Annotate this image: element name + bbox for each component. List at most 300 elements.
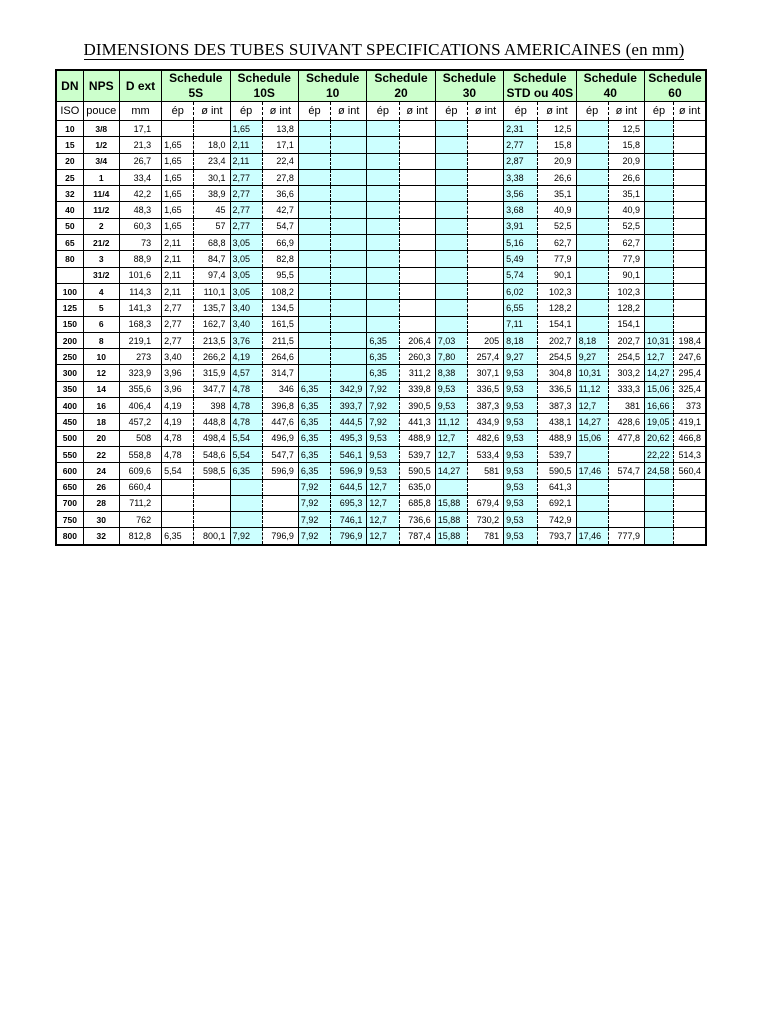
cell-ep-40	[576, 121, 608, 137]
cell-oint-20: 206,4	[399, 332, 435, 348]
cell-ep-10	[298, 251, 330, 267]
cell-ep-20	[367, 218, 399, 234]
cell-ep-20: 7,92	[367, 398, 399, 414]
cell-ep-std-40s: 9,53	[504, 365, 538, 381]
cell-ep-20	[367, 235, 399, 251]
cell-oint-60	[674, 512, 706, 528]
cell-dn: 600	[56, 463, 83, 479]
table-row	[56, 479, 706, 495]
cell-oint-std-40s: 20,9	[538, 153, 576, 169]
cell-ep-30	[435, 218, 467, 234]
cell-oint-10	[331, 316, 367, 332]
cell-ep-40	[576, 300, 608, 316]
cell-ep-30: 12,7	[435, 446, 467, 462]
cell-nps: 16	[83, 398, 119, 414]
cell-ep-60: 19,05	[644, 414, 673, 430]
cell-ep-20: 12,7	[367, 528, 399, 545]
cell-ep-60	[644, 153, 673, 169]
cell-dn: 100	[56, 283, 83, 299]
cell-oint-std-40s: 12,5	[538, 121, 576, 137]
cell-dext: 101,6	[119, 267, 161, 283]
cell-oint-40: 90,1	[608, 267, 644, 283]
table-row	[56, 446, 706, 462]
cell-ep-std-40s: 2,77	[504, 137, 538, 153]
cell-oint-std-40s: 742,9	[538, 512, 576, 528]
cell-nps: 6	[83, 316, 119, 332]
cell-oint-10	[331, 365, 367, 381]
cell-oint-std-40s: 128,2	[538, 300, 576, 316]
cell-oint-20: 311,2	[399, 365, 435, 381]
cell-ep-60: 22,22	[644, 446, 673, 462]
cell-oint-5s: 266,2	[194, 349, 230, 365]
table-row	[56, 430, 706, 446]
cell-oint-60	[674, 121, 706, 137]
cell-dn: 25	[56, 169, 83, 185]
cell-oint-std-40s: 590,5	[538, 463, 576, 479]
cell-dext: 48,3	[119, 202, 161, 218]
cell-oint-std-40s: 52,5	[538, 218, 576, 234]
cell-ep-std-40s: 2,31	[504, 121, 538, 137]
cell-oint-10s: 211,5	[262, 332, 298, 348]
cell-ep-10s: 3,05	[230, 283, 262, 299]
cell-ep-5s: 1,65	[162, 153, 194, 169]
cell-oint-60	[674, 316, 706, 332]
cell-ep-20: 6,35	[367, 365, 399, 381]
cell-ep-10s: 7,92	[230, 528, 262, 545]
cell-oint-5s: 213,5	[194, 332, 230, 348]
header-dn: DN	[56, 70, 83, 102]
cell-ep-40	[576, 202, 608, 218]
cell-ep-60: 15,06	[644, 381, 673, 397]
cell-ep-std-40s: 9,27	[504, 349, 538, 365]
cell-oint-60: 419,1	[674, 414, 706, 430]
cell-ep-20: 12,7	[367, 495, 399, 511]
cell-ep-60	[644, 300, 673, 316]
cell-oint-40: 128,2	[608, 300, 644, 316]
cell-ep-60	[644, 235, 673, 251]
table-row	[56, 365, 706, 381]
cell-ep-10	[298, 300, 330, 316]
cell-ep-10s: 2,77	[230, 169, 262, 185]
cell-ep-10	[298, 365, 330, 381]
table-row	[56, 251, 706, 267]
table-row	[56, 218, 706, 234]
cell-ep-30	[435, 153, 467, 169]
table-row	[56, 381, 706, 397]
cell-ep-40: 8,18	[576, 332, 608, 348]
table-row	[56, 414, 706, 430]
cell-ep-60	[644, 218, 673, 234]
cell-oint-20: 339,8	[399, 381, 435, 397]
cell-oint-10s: 346	[262, 381, 298, 397]
cell-ep-20	[367, 283, 399, 299]
cell-oint-40: 12,5	[608, 121, 644, 137]
cell-oint-std-40s: 202,7	[538, 332, 576, 348]
cell-oint-30	[467, 137, 503, 153]
cell-dext: 660,4	[119, 479, 161, 495]
cell-oint-10	[331, 349, 367, 365]
cell-oint-10s: 22,4	[262, 153, 298, 169]
cell-ep-40	[576, 283, 608, 299]
table-row	[56, 235, 706, 251]
cell-ep-30: 7,03	[435, 332, 467, 348]
cell-oint-40: 52,5	[608, 218, 644, 234]
cell-ep-40	[576, 479, 608, 495]
header-oint: ø int	[674, 102, 706, 121]
cell-ep-5s: 2,11	[162, 235, 194, 251]
cell-ep-30	[435, 283, 467, 299]
cell-ep-10s: 6,35	[230, 463, 262, 479]
cell-ep-10s: 2,77	[230, 202, 262, 218]
cell-oint-20: 635,0	[399, 479, 435, 495]
cell-dext: 73	[119, 235, 161, 251]
cell-ep-10: 6,35	[298, 398, 330, 414]
cell-oint-60	[674, 235, 706, 251]
cell-oint-40	[608, 495, 644, 511]
table-row	[56, 283, 706, 299]
cell-ep-30: 11,12	[435, 414, 467, 430]
cell-ep-40	[576, 446, 608, 462]
cell-ep-40: 14,27	[576, 414, 608, 430]
cell-oint-std-40s: 26,6	[538, 169, 576, 185]
cell-oint-30: 730,2	[467, 512, 503, 528]
cell-oint-5s	[194, 495, 230, 511]
cell-oint-std-40s: 15,8	[538, 137, 576, 153]
page-title: DIMENSIONS DES TUBES SUIVANT SPECIFICATIONS AMERICAINES (en mm)	[83, 40, 685, 59]
table-row	[56, 512, 706, 528]
cell-oint-30: 387,3	[467, 398, 503, 414]
header-row-1	[56, 70, 706, 102]
cell-ep-10s: 4,78	[230, 398, 262, 414]
cell-oint-std-40s: 77,9	[538, 251, 576, 267]
cell-ep-5s: 3,96	[162, 365, 194, 381]
cell-ep-10s: 4,19	[230, 349, 262, 365]
cell-ep-40	[576, 267, 608, 283]
cell-oint-30: 307,1	[467, 365, 503, 381]
cell-oint-10s: 396,8	[262, 398, 298, 414]
cell-ep-5s: 4,78	[162, 430, 194, 446]
cell-ep-std-40s: 9,53	[504, 381, 538, 397]
cell-oint-60: 295,4	[674, 365, 706, 381]
cell-oint-10s: 796,9	[262, 528, 298, 545]
cell-dext: 114,3	[119, 283, 161, 299]
cell-oint-60	[674, 169, 706, 185]
cell-ep-20	[367, 267, 399, 283]
cell-dext: 323,9	[119, 365, 161, 381]
cell-ep-5s: 1,65	[162, 186, 194, 202]
cell-ep-60: 16,66	[644, 398, 673, 414]
cell-ep-10	[298, 137, 330, 153]
cell-oint-40: 102,3	[608, 283, 644, 299]
header-ep: ép	[162, 102, 194, 121]
cell-ep-5s: 1,65	[162, 169, 194, 185]
cell-oint-10: 796,9	[331, 528, 367, 545]
cell-oint-40	[608, 446, 644, 462]
cell-oint-10	[331, 218, 367, 234]
table-row	[56, 186, 706, 202]
cell-ep-30	[435, 251, 467, 267]
cell-oint-30	[467, 202, 503, 218]
cell-ep-60	[644, 495, 673, 511]
cell-ep-10s: 3,05	[230, 235, 262, 251]
cell-oint-std-40s: 641,3	[538, 479, 576, 495]
cell-dext: 88,9	[119, 251, 161, 267]
cell-oint-60	[674, 479, 706, 495]
cell-ep-std-40s: 9,53	[504, 430, 538, 446]
cell-oint-20	[399, 169, 435, 185]
cell-oint-30: 482,6	[467, 430, 503, 446]
cell-dext: 26,7	[119, 153, 161, 169]
cell-ep-std-40s: 9,53	[504, 414, 538, 430]
header-ep: ép	[298, 102, 330, 121]
cell-ep-40	[576, 169, 608, 185]
cell-ep-5s: 6,35	[162, 528, 194, 545]
cell-ep-5s: 3,96	[162, 381, 194, 397]
cell-ep-40: 17,46	[576, 528, 608, 545]
dimensions-table	[55, 69, 707, 546]
cell-ep-10s: 3,76	[230, 332, 262, 348]
header-ep: ép	[504, 102, 538, 121]
cell-dext: 42,2	[119, 186, 161, 202]
cell-oint-40: 381	[608, 398, 644, 414]
cell-dn: 150	[56, 316, 83, 332]
header-ep: ép	[230, 102, 262, 121]
cell-oint-10: 596,9	[331, 463, 367, 479]
cell-oint-20	[399, 235, 435, 251]
cell-ep-20	[367, 251, 399, 267]
cell-oint-40: 20,9	[608, 153, 644, 169]
cell-ep-5s: 1,65	[162, 137, 194, 153]
cell-ep-40: 15,06	[576, 430, 608, 446]
cell-ep-40: 12,7	[576, 398, 608, 414]
cell-dext: 609,6	[119, 463, 161, 479]
cell-oint-30: 257,4	[467, 349, 503, 365]
cell-oint-20: 736,6	[399, 512, 435, 528]
cell-oint-10s: 42,7	[262, 202, 298, 218]
cell-ep-5s: 2,77	[162, 316, 194, 332]
cell-oint-5s: 598,5	[194, 463, 230, 479]
cell-ep-20: 6,35	[367, 349, 399, 365]
cell-dn: 500	[56, 430, 83, 446]
cell-oint-10	[331, 186, 367, 202]
cell-ep-10: 6,35	[298, 381, 330, 397]
cell-nps: 2	[83, 218, 119, 234]
cell-oint-std-40s: 387,3	[538, 398, 576, 414]
cell-oint-10s: 314,7	[262, 365, 298, 381]
cell-dext: 355,6	[119, 381, 161, 397]
cell-nps: 30	[83, 512, 119, 528]
header-oint: ø int	[538, 102, 576, 121]
cell-ep-std-40s: 3,68	[504, 202, 538, 218]
cell-dext: 141,3	[119, 300, 161, 316]
cell-ep-std-40s: 9,53	[504, 512, 538, 528]
cell-ep-10s: 1,65	[230, 121, 262, 137]
cell-ep-10	[298, 235, 330, 251]
cell-ep-10s: 3,40	[230, 300, 262, 316]
cell-oint-5s: 800,1	[194, 528, 230, 545]
cell-ep-10: 7,92	[298, 528, 330, 545]
cell-ep-10	[298, 267, 330, 283]
cell-ep-std-40s: 9,53	[504, 446, 538, 462]
cell-oint-10s: 161,5	[262, 316, 298, 332]
cell-oint-60: 466,8	[674, 430, 706, 446]
cell-ep-10	[298, 349, 330, 365]
cell-oint-30: 336,5	[467, 381, 503, 397]
cell-ep-std-40s: 3,38	[504, 169, 538, 185]
header-dext: D ext	[119, 70, 161, 102]
cell-oint-5s: 398	[194, 398, 230, 414]
cell-ep-10s	[230, 479, 262, 495]
cell-ep-5s: 2,11	[162, 283, 194, 299]
cell-oint-20: 539,7	[399, 446, 435, 462]
cell-oint-10: 393,7	[331, 398, 367, 414]
table-row	[56, 398, 706, 414]
cell-oint-10s: 496,9	[262, 430, 298, 446]
cell-dn: 700	[56, 495, 83, 511]
cell-nps: 11/2	[83, 202, 119, 218]
cell-oint-10: 746,1	[331, 512, 367, 528]
cell-ep-20: 12,7	[367, 479, 399, 495]
cell-oint-10	[331, 121, 367, 137]
cell-oint-40: 303,2	[608, 365, 644, 381]
cell-nps: 1/2	[83, 137, 119, 153]
header-schedule-std-40s: Schedule STD ou 40S	[504, 70, 576, 102]
cell-oint-std-40s: 40,9	[538, 202, 576, 218]
cell-dn: 32	[56, 186, 83, 202]
cell-ep-30	[435, 479, 467, 495]
cell-nps: 18	[83, 414, 119, 430]
cell-ep-20	[367, 169, 399, 185]
cell-oint-60	[674, 267, 706, 283]
cell-oint-30	[467, 235, 503, 251]
cell-oint-40: 777,9	[608, 528, 644, 545]
cell-ep-5s	[162, 495, 194, 511]
cell-ep-10s: 3,05	[230, 251, 262, 267]
cell-oint-10s: 108,2	[262, 283, 298, 299]
cell-oint-40	[608, 512, 644, 528]
cell-ep-5s: 5,54	[162, 463, 194, 479]
table-row	[56, 332, 706, 348]
cell-ep-60: 10,31	[644, 332, 673, 348]
cell-dext: 762	[119, 512, 161, 528]
cell-oint-std-40s: 336,5	[538, 381, 576, 397]
cell-ep-20: 9,53	[367, 430, 399, 446]
cell-dn: 10	[56, 121, 83, 137]
cell-oint-30: 781	[467, 528, 503, 545]
cell-dn: 750	[56, 512, 83, 528]
cell-dext: 17,1	[119, 121, 161, 137]
cell-ep-5s: 2,77	[162, 300, 194, 316]
cell-ep-60: 14,27	[644, 365, 673, 381]
cell-oint-40: 35,1	[608, 186, 644, 202]
cell-ep-5s	[162, 479, 194, 495]
cell-ep-10: 7,92	[298, 512, 330, 528]
cell-oint-20	[399, 267, 435, 283]
cell-ep-60	[644, 283, 673, 299]
cell-oint-30	[467, 316, 503, 332]
cell-oint-10: 444,5	[331, 414, 367, 430]
cell-ep-10s: 4,78	[230, 414, 262, 430]
cell-oint-40: 15,8	[608, 137, 644, 153]
cell-oint-20	[399, 202, 435, 218]
cell-oint-20	[399, 300, 435, 316]
cell-oint-20: 441,3	[399, 414, 435, 430]
header-schedule-30: Schedule 30	[435, 70, 503, 102]
table-row	[56, 153, 706, 169]
cell-ep-10s: 5,54	[230, 446, 262, 462]
cell-oint-40	[608, 479, 644, 495]
cell-ep-5s	[162, 121, 194, 137]
cell-oint-40: 26,6	[608, 169, 644, 185]
cell-ep-40	[576, 235, 608, 251]
cell-dn: 15	[56, 137, 83, 153]
cell-oint-10s: 95,5	[262, 267, 298, 283]
cell-dn: 350	[56, 381, 83, 397]
cell-oint-10s: 82,8	[262, 251, 298, 267]
cell-oint-5s: 45	[194, 202, 230, 218]
cell-ep-30	[435, 202, 467, 218]
cell-nps: 5	[83, 300, 119, 316]
cell-ep-30	[435, 267, 467, 283]
cell-ep-10s: 3,05	[230, 267, 262, 283]
cell-oint-40: 40,9	[608, 202, 644, 218]
cell-oint-10s: 66,9	[262, 235, 298, 251]
cell-oint-5s: 315,9	[194, 365, 230, 381]
cell-oint-30	[467, 479, 503, 495]
cell-ep-5s: 3,40	[162, 349, 194, 365]
cell-ep-30	[435, 137, 467, 153]
cell-oint-5s: 548,6	[194, 446, 230, 462]
cell-ep-std-40s: 8,18	[504, 332, 538, 348]
cell-ep-20	[367, 202, 399, 218]
cell-ep-std-40s: 9,53	[504, 479, 538, 495]
cell-ep-10	[298, 283, 330, 299]
cell-oint-std-40s: 62,7	[538, 235, 576, 251]
cell-oint-std-40s: 90,1	[538, 267, 576, 283]
cell-ep-20	[367, 186, 399, 202]
cell-oint-std-40s: 539,7	[538, 446, 576, 462]
cell-ep-20	[367, 316, 399, 332]
cell-oint-5s: 30,1	[194, 169, 230, 185]
table-row	[56, 495, 706, 511]
cell-ep-10: 6,35	[298, 463, 330, 479]
header-ep: ép	[576, 102, 608, 121]
cell-oint-10: 342,9	[331, 381, 367, 397]
cell-oint-40: 333,3	[608, 381, 644, 397]
cell-oint-10	[331, 137, 367, 153]
cell-ep-10s: 4,57	[230, 365, 262, 381]
cell-ep-5s: 1,65	[162, 218, 194, 234]
cell-ep-60	[644, 121, 673, 137]
cell-ep-std-40s: 3,56	[504, 186, 538, 202]
cell-oint-10	[331, 300, 367, 316]
cell-ep-10s: 2,11	[230, 137, 262, 153]
cell-ep-5s: 2,11	[162, 267, 194, 283]
cell-oint-10s	[262, 479, 298, 495]
header-oint: ø int	[608, 102, 644, 121]
cell-dn	[56, 267, 83, 283]
cell-oint-5s: 23,4	[194, 153, 230, 169]
cell-oint-20: 390,5	[399, 398, 435, 414]
cell-ep-60	[644, 512, 673, 528]
cell-ep-10s	[230, 512, 262, 528]
header-schedule-20: Schedule 20	[367, 70, 435, 102]
table-row	[56, 300, 706, 316]
cell-ep-20: 7,92	[367, 414, 399, 430]
table-row	[56, 463, 706, 479]
cell-dext: 457,2	[119, 414, 161, 430]
cell-oint-10s: 36,6	[262, 186, 298, 202]
